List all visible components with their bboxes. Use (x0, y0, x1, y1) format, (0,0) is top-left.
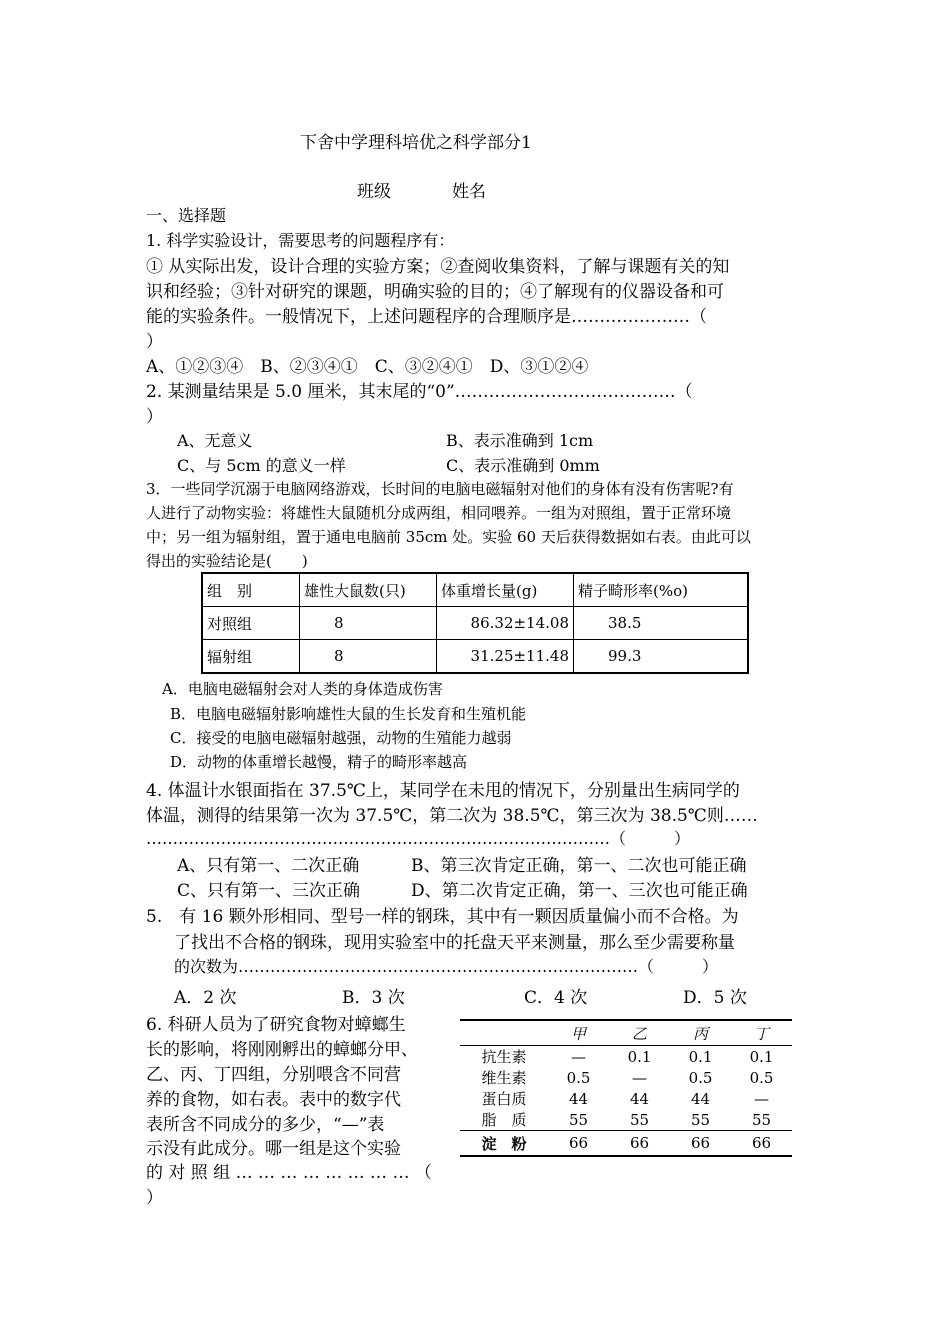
q6-stem: 6. 科研人员为了研究食物对蟑螂生 (146, 1015, 406, 1035)
q5-option-a: A．2 次 (174, 988, 237, 1008)
q4-option-a: A、只有第一、二次正确 (177, 856, 360, 876)
table-row (460, 1067, 792, 1088)
table-cell: 55 (629, 1110, 650, 1129)
table-row (460, 1109, 792, 1131)
q3-stem: 人进行了动物实验：将雄性大鼠随机分成两组，相同喂养。一组为对照组，置于正常环境 (146, 504, 732, 522)
table-header-cell: 组 别 (202, 573, 300, 607)
table-cell: — (632, 1068, 647, 1087)
table-cell: 66 (731, 1131, 792, 1157)
table-cell: 淀 粉 (460, 1131, 548, 1157)
table-cell: 8 (300, 607, 437, 640)
table-cell: 维生素 (481, 1069, 527, 1087)
table-header-cell: 丁 (731, 1020, 792, 1046)
q3-option-b: B．电脑电磁辐射影响雄性大鼠的生长发育和生殖机能 (170, 705, 527, 723)
q1-text: 识和经验；③针对研究的课题，明确实验的目的；④了解现有的仪器设备和可 (146, 282, 724, 302)
table-cell: 0.5 (566, 1068, 591, 1087)
q4-option-d: D、第二次肯定正确，第一、三次也可能正确 (411, 881, 748, 901)
q4-stem: ……………………………………………………………………………（ ） (146, 829, 691, 848)
q5-stem: 的次数为…………………………………………………………………（ ） (174, 957, 719, 976)
q5-option-d: D．5 次 (683, 988, 747, 1008)
table-cell: 55 (568, 1110, 589, 1129)
table-cell: 44 (568, 1089, 589, 1108)
q2-option-c: C、与 5cm 的意义一样 (177, 456, 346, 475)
q3-option-d: D．动物的体重增长越慢，精子的畸形率越高 (170, 753, 468, 771)
q1-text: 能的实验条件。一般情况下，上述问题程序的合理顺序是…………………（ (146, 307, 707, 327)
table-cell: 脂 质 (481, 1111, 527, 1129)
q1-options: A、①②③④ B、②③④① C、③②④① D、③①②④ (146, 357, 589, 377)
q4-stem: 体温，测得的结果第一次为 37.5℃，第二次为 38.5℃，第三次为 38.5℃则…… (146, 806, 758, 826)
table-header-row (460, 1020, 792, 1046)
table-cell: 44 (629, 1089, 650, 1108)
q3-stem: 3．一些同学沉溺于电脑网络游戏，长时间的电脑电磁辐射对他们的身体有没有伤害呢?有 (146, 480, 734, 498)
q6-stem: ） (146, 1188, 163, 1208)
q5-option-c: C．4 次 (524, 988, 588, 1008)
table-cell: 44 (690, 1089, 711, 1108)
table-cell: 辐射组 (202, 640, 300, 674)
q6-stem: 示没有此成分。哪一组是这个实验 (146, 1139, 401, 1159)
table-cell: 66 (609, 1131, 670, 1157)
table-cell: 蛋白质 (481, 1090, 527, 1108)
page-title: 下舍中学理科培优之科学部分1 (300, 133, 532, 153)
table-cell: 55 (690, 1110, 711, 1129)
q1-text: ① 从实际出发，设计合理的实验方案；②查阅收集资料，了解与课题有关的知 (146, 257, 730, 277)
table-cell: 0.5 (749, 1068, 774, 1087)
table-cell: 66 (670, 1131, 731, 1157)
q3-option-a: A．电脑电磁辐射会对人类的身体造成伤害 (162, 680, 443, 698)
table-header-cell: 甲 (548, 1020, 609, 1046)
table-cell: 86.32±14.08 (437, 607, 574, 640)
table-header-cell: 体重增长量(g) (437, 573, 574, 607)
table-cell: 38.5 (574, 607, 749, 640)
q6-stem: 表所含不同成分的多少，“—”表 (146, 1115, 385, 1135)
q3-option-c: C．接受的电脑电磁辐射越强，动物的生殖能力越弱 (170, 729, 512, 747)
table-cell: 55 (751, 1110, 772, 1129)
class-label: 班级 (357, 182, 391, 202)
q4-stem: 4. 体温计水银面指在 37.5℃上，某同学在未甩的情况下，分别量出生病同学的 (146, 781, 740, 801)
table-cell: 66 (548, 1131, 609, 1157)
table-header-row (202, 573, 748, 607)
table-cell: 0.1 (688, 1047, 713, 1066)
table-cell: 8 (300, 640, 437, 674)
table-cell: 99.3 (574, 640, 749, 674)
table-cell: 0.1 (749, 1047, 774, 1066)
table-cell: 0.1 (627, 1047, 652, 1066)
table-cell: 抗生素 (481, 1048, 527, 1066)
table-cell: — (571, 1047, 586, 1066)
q1-stem: 1. 科学实验设计，需要思考的问题程序有： (146, 231, 455, 250)
q2-option-d: C、表示准确到 0mm (446, 456, 600, 475)
q2-stem: ） (146, 407, 163, 427)
q1-text: ） (146, 332, 163, 352)
table-cell: 对照组 (202, 607, 300, 640)
table-header-cell: 雄性大鼠数(只) (300, 573, 437, 607)
table-row (202, 640, 748, 674)
table-header-cell: 乙 (609, 1020, 670, 1046)
q6-stem: 养的食物，如右表。表中的数字代 (146, 1090, 401, 1110)
table-header-cell: 丙 (670, 1020, 731, 1046)
table-cell: — (754, 1089, 769, 1108)
section-heading: 一、选择题 (146, 206, 227, 225)
table-row (460, 1088, 792, 1109)
table-cell: 0.5 (688, 1068, 713, 1087)
table-row (460, 1131, 792, 1157)
q3-stem: 得出的实验结论是( ) (146, 552, 308, 570)
cockroach-diet-table (460, 1019, 792, 1157)
q3-stem: 中；另一组为辐射组，置于通电电脑前 35cm 处。实验 60 天后获得数据如右表。由此可以 (146, 528, 751, 546)
table-row (202, 607, 748, 640)
name-label: 姓名 (452, 182, 486, 202)
q2-option-b: B、表示准确到 1cm (446, 431, 594, 450)
q5-stem: 5. 有 16 颗外形相同、型号一样的钢珠，其中有一颗因质量偏小而不合格。为 (146, 907, 739, 927)
q2-stem: 2. 某测量结果是 5.0 厘米，其末尾的“0”…………………………………（ (146, 382, 693, 402)
rat-experiment-table (201, 572, 749, 674)
q5-option-b: B．3 次 (342, 988, 405, 1008)
table-cell: 31.25±11.48 (437, 640, 574, 674)
q5-stem: 了找出不合格的钢珠，现用实验室中的托盘天平来测量，那么至少需要称量 (174, 933, 735, 953)
q6-stem: 乙、丙、丁四组，分别喂含不同营 (146, 1065, 401, 1085)
q4-option-c: C、只有第一、三次正确 (177, 881, 361, 901)
q4-option-b: B、第三次肯定正确，第一、二次也可能正确 (411, 856, 747, 876)
table-header-cell (460, 1020, 548, 1046)
q2-option-a: A、无意义 (177, 431, 253, 450)
table-header-cell: 精子畸形率(%o) (574, 573, 749, 607)
table-row (460, 1046, 792, 1068)
q6-stem: 的 对 照 组 … … … … … … … … （ (146, 1163, 432, 1183)
q6-stem: 长的影响，将刚刚孵出的蟑螂分甲、 (146, 1040, 418, 1060)
